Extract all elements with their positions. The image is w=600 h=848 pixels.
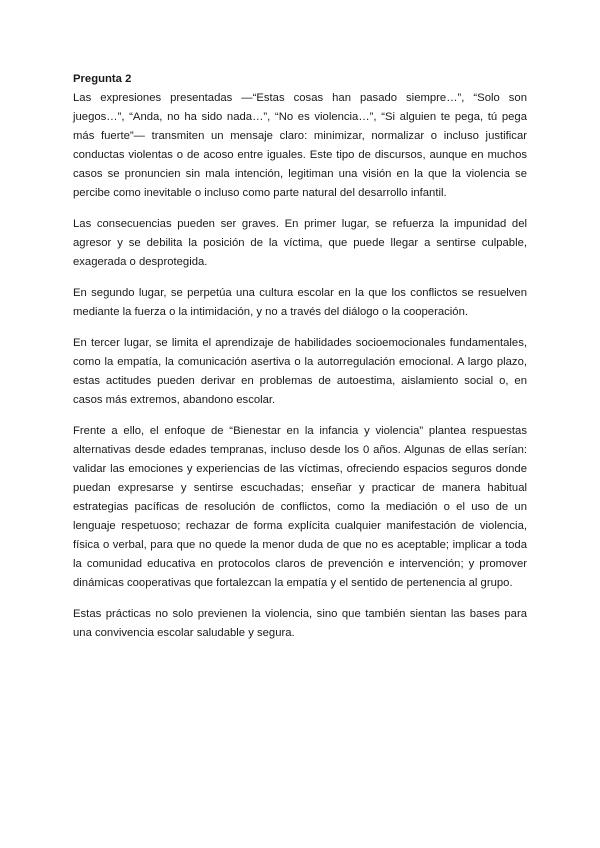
paragraph-conclusion: Estas prácticas no solo previenen la violencia, sino que también sientan las bases para una convivencia escolar saludable y segura. bbox=[73, 608, 527, 639]
document-body bbox=[73, 70, 527, 655]
paragraph-second-point: En segundo lugar, se perpetúa una cultura escolar en la que los conflictos se resuelven mediante la fuerza o la intimidación, y no a través del diálogo o la cooperación. bbox=[73, 287, 527, 318]
paragraph-consequences: Las consecuencias pueden ser graves. En primer lugar, se refuerza la impunidad del agresor y se debilita la posición de la víctima, que puede llegar a sentirse culpable, exagerada o desprotegida. bbox=[73, 218, 527, 268]
paragraph-intro: Las expresiones presentadas —“Estas cosas han pasado siempre…”, “Solo son juegos…”, “Anda, no ha sido nada…”, “No es violencia…”, “Si alguien te pega, tú pega más fuerte”— transmiten un mensaje claro: minimizar, normalizar o incluso justificar conductas violentas o de acoso entre iguales. Este tipo de discursos, aunque en muchos casos se pronuncien sin mala intención, legitiman una visión en la que la violencia se percibe como inevitable o incluso como parte natural del desarrollo infantil. bbox=[73, 92, 527, 199]
document-heading: Pregunta 2 bbox=[73, 73, 132, 85]
paragraph-approach: Frente a ello, el enfoque de “Bienestar en la infancia y violencia” plantea respuestas alternativas desde edades tempranas, incluso desde los 0 años. Algunas de ellas serían: validar las emociones y experiencias de las víctimas, ofreciendo espacios seguros donde puedan expresarse y sentirse escuchadas; enseñar y practicar de manera habitual estrategias pacíficas de resolución de conflictos, como la mediación o el uso de un lenguaje respetuoso; rechazar de forma explícita cualquier manifestación de violencia, física o verbal, para que no quede la menor duda de que no es aceptable; implicar a toda la comunidad educativa en protocolos claros de prevención e intervención; y promover dinámicas cooperativas que fortalezcan la empatía y el sentido de pertenencia al grupo. bbox=[73, 425, 527, 589]
paragraph-third-point: En tercer lugar, se limita el aprendizaje de habilidades socioemocionales fundamentales, como la empatía, la comunicación asertiva o la autorregulación emocional. A largo plazo, estas actitudes pueden derivar en problemas de autoestima, aislamiento social o, en casos más extremos, abandono escolar. bbox=[73, 337, 527, 406]
